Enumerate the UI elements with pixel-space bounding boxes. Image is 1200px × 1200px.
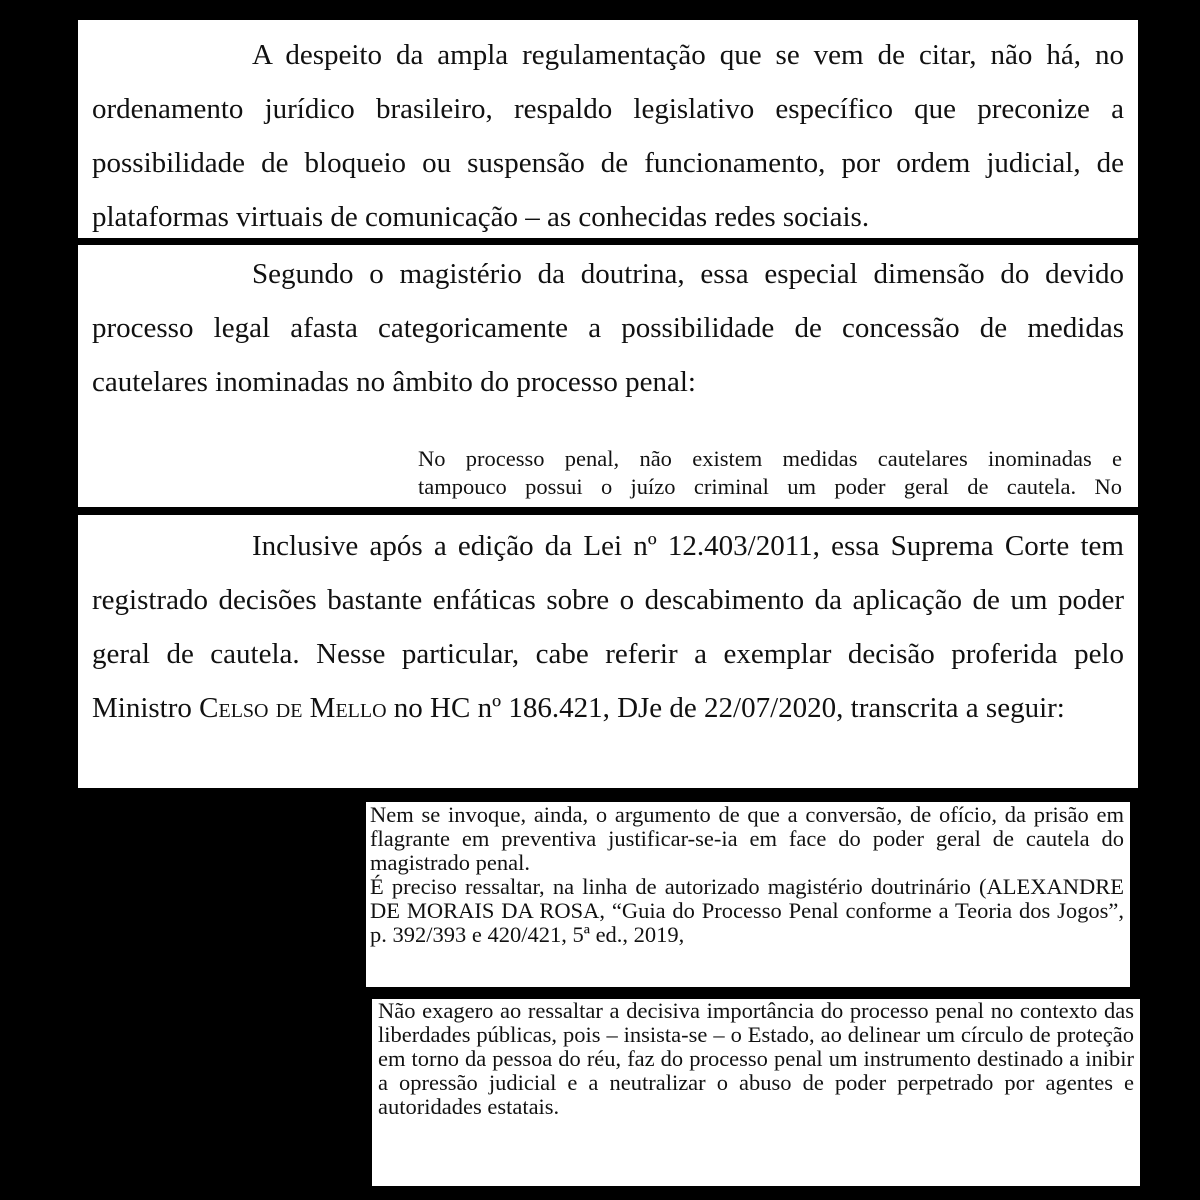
quote-paragraph: Nem se invoque, ainda, o argumento de que a conversão, de ofício, da prisão em flagrante em preventiva justificar-se-ia em face do poder geral de cautela do magistrado penal. bbox=[370, 802, 1124, 875]
paragraph-text: Segundo o magistério da doutrina, essa especial dimensão do devido processo legal afasta categoricamente a possibilidade de concessão de medidas cautelares inominadas no âmbito do processo penal: bbox=[92, 258, 1124, 398]
paragraph-text: A despeito da ampla regulamentação que se vem de citar, não há, no ordenamento jurídico brasileiro, respaldo legislativo específico que preconize a possibilidade de bloqueio ou suspensão de funcionamento, por ordem judicial, de plataformas virtuais de comunicação – as conhecidas redes sociais. bbox=[92, 39, 1124, 233]
quote-line: tampouco possui o juízo criminal um poder geral de cautela. No bbox=[418, 474, 1122, 499]
text-clip-4 bbox=[366, 802, 1130, 987]
paragraph-text-part: no HC nº 186.421, DJe de 22/07/2020, transcrita a seguir: bbox=[386, 692, 1065, 724]
minister-name: Celso de Mello bbox=[199, 692, 387, 724]
paragraph-text-part: Inclusive após a edição da Lei nº 12.403/2011, essa Suprema Corte tem registrado decisões bastante enfáticas sobre o descabimento da aplicação de um poder geral de cautela. Nesse particular, cabe referir a exemplar decisão proferida pelo Ministro bbox=[92, 530, 1124, 724]
text-clip-1 bbox=[78, 20, 1138, 238]
quote-paragraph: É preciso ressaltar, na linha de autorizado magistério doutrinário (ALEXANDRE DE MORAIS DA ROSA, “Guia do Processo Penal conforme a Teoria dos Jogos”, p. 392/393 e 420/421, 5ª ed., 2019, bbox=[370, 874, 1124, 947]
text-clip-3 bbox=[78, 515, 1138, 788]
text-clip-2 bbox=[78, 245, 1138, 507]
quote-line: No processo penal, não existem medidas cautelares inominadas e bbox=[418, 446, 1122, 471]
paragraph-text bbox=[92, 519, 1124, 735]
quoted-citation bbox=[418, 445, 1122, 501]
text-clip-5 bbox=[372, 999, 1140, 1186]
quote-paragraph: Não exagero ao ressaltar a decisiva importância do processo penal no contexto das liberdades públicas, pois – insista-se – o Estado, ao delinear um círculo de proteção em torno da pessoa do réu, faz do processo penal um instrumento destinado a inibir a opressão judicial e a neutralizar o abuso de poder perpetrado por agentes e autoridades estatais. bbox=[378, 999, 1134, 1119]
